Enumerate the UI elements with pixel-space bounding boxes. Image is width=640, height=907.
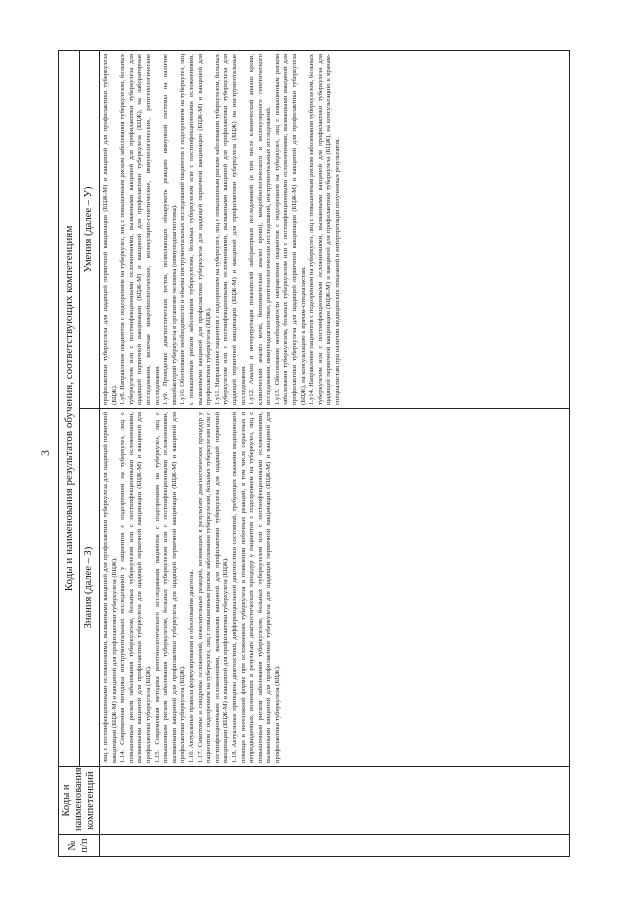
subheader-row (79, 51, 100, 857)
header-row (59, 51, 80, 857)
knowledge-item: 1.16. Актуальные правила формулирования и обоснования диагноза. (187, 569, 195, 763)
knowledge-cell (100, 409, 570, 767)
knowledge-item: 1.18. Актуальные принципы диагностики, дифференциальной диагностики состояний, требующих оказания медицинской помощи в неотложной форме при осложнениях туберкулеза и появлении побочных реакций, в том числе серьезных и непредвиденных, возникших в результате диагностических процедур у пациентов с подозрением на туберкулез, лиц с повышенным риском заболевания туберкулезом, больных туберкулезом или с постинфекционными осложнениями, вызванными вакциной для профилактики туберкулеза для щадящей первичной вакцинации (БЦЖ-М) и вакциной для профилактики туберкулеза (БЦЖ). (230, 412, 281, 763)
skill-item: 1.у13. Обоснование необходимости направления пациентов с подозрением на туберкулез, лиц с повышенным риском заболевания туберкулезом, больных туберкулезом или с постинфекционными осложнениями, вызванными вакциной для профилактики туберкулеза для щадящей первичной вакцинации (БЦЖ-М) и вакциной для профилактики туберкулеза (БЦЖ), на консультацию к врачам-специалистам. (273, 54, 307, 405)
skill-item: 1.у10. Обоснование необходимости и объема инструментальных исследований пациентов с подозрением на туберкулез, лиц с повышенным риском заболевания туберкулезом, больных туберкулезом или с постинфекционными осложнениями, вызванными вакциной для профилактики туберкулеза для щадящей первичной вакцинации (БЦЖ-М) и вакциной для профилактики туберкулеза (БЦЖ). (179, 54, 213, 405)
knowledge-item: 1.15. Современная методика рентгенологического исследования пациентов с подозрением на туберкулез, лиц с повышенным риском заболевания туберкулезом, больных туберкулезом или с постинфекционными осложнениями, вызванными вакциной для профилактики туберкулеза для щадящей первичной вакцинации (БЦЖ-М) и вакциной для профилактики туберкулеза (БЦЖ). (153, 412, 187, 763)
knowledge-header: Знания (далее – З) (79, 409, 100, 767)
skill-item: профилактики туберкулеза для щадящей первичной вакцинации (БЦЖ-М) и вакциной для профилактики туберкулеза (БЦЖ). (102, 54, 118, 405)
row-number-cell (100, 835, 570, 857)
col-number-header: № п/п (59, 835, 100, 857)
table-row (100, 51, 570, 857)
competency-table (58, 50, 570, 857)
page-number: 3 (38, 450, 52, 456)
row-codes-cell (100, 767, 570, 835)
knowledge-item: лиц с постинфекционными осложнениями, вызванными вакциной для профилактики туберкулеза для щадящей первичной вакцинации (БЦЖ-М) и вакциной для профилактики туберкулеза (БЦЖ). (102, 412, 118, 763)
results-group-header: Коды и наименования результатов обучения, соответствующих компетенциям (59, 51, 80, 767)
skill-item: 1.у8. Направление пациентов с подозрением на туберкулез, лиц с повышенным риском заболевания туберкулезом, больных туберкулезом или с постинфекционными осложнениями, вызванными вакциной для профилактики туберкулеза для щадящей первичной вакцинации (БЦЖ-М) и вакциной для профилактики туберкулеза (БЦЖ), на лабораторные исследования, включая микробиологические, молекулярно-генетические, иммунологические, рентгенологические исследования. (119, 54, 161, 405)
skills-header: Умения (далее – У) (79, 51, 100, 409)
skill-item: 1.у11. Направление пациентов с подозрением на туберкулез, лиц с повышенным риском заболевания туберкулезом, больных туберкулезом или с постинфекционными осложнениями, вызванными вакциной для профилактики туберкулеза для щадящей первичной вакцинации (БЦЖ-М) и вакциной для профилактики туберкулеза (БЦЖ) на инструментальные исследования. (213, 54, 247, 405)
skills-cell (100, 51, 570, 409)
col-codes-header: Коды и наименования компетенций (59, 767, 100, 835)
knowledge-item: 1.14. Современная методика инструментальных исследований у пациентов с подозрением на туберкулез, лиц с повышенным риском заболевания туберкулезом, больных туберкулезом или с постинфекционными осложнениями, вызванными вакциной для профилактики туберкулеза для щадящей первичной вакцинации (БЦЖ-М) и вакциной для профилактики туберкулеза (БЦЖ). (119, 412, 152, 763)
skill-item: 1.у14. Направление пациентов с подозрением на туберкулез, лиц с повышенным риском заболевания туберкулезом, больных туберкулезом или с постинфекционными осложнениями, вызванными вакциной для профилактики туберкулеза для щадящей первичной вакцинации (БЦЖ-М) и вакциной для профилактики туберкулеза (БЦЖ), на консультацию к врачам-специалистам при наличии медицинских показаний и интерпретация полученных результатов. (308, 54, 342, 405)
skill-item: 1.у9. Проведение диагностических тестов, позволяющих обнаружить реакцию иммунной системы на наличие микобактерий туберкулеза в организме человека (иммунодиагностика). (162, 54, 178, 405)
knowledge-item: 1.17. Симптомы и синдромы осложнений, нежелательных реакций, возникших в результате диагностических процедур у пациентов с подозрением на туберкулез, лиц с повышенным риском заболевания туберкулезом, больных туберкулезом или с постинфекционными осложнениями, вызванными вакциной для профилактики туберкулеза для щадящей первичной вакцинации (БЦЖ-М) и вакциной для профилактики туберкулеза (БЦЖ). (196, 412, 230, 763)
rotated-page (30, 23, 610, 883)
skill-item: 1.у12. Анализ и интерпретация показателей лабораторных исследований (в том числе клинический анализ крови, клинический анализ мочи, биохимический анализ крови), микробиологического и молекулярного генетического исследования, иммунодиагностики, рентгенологических исследований, инструментальных исследований. (248, 54, 273, 405)
